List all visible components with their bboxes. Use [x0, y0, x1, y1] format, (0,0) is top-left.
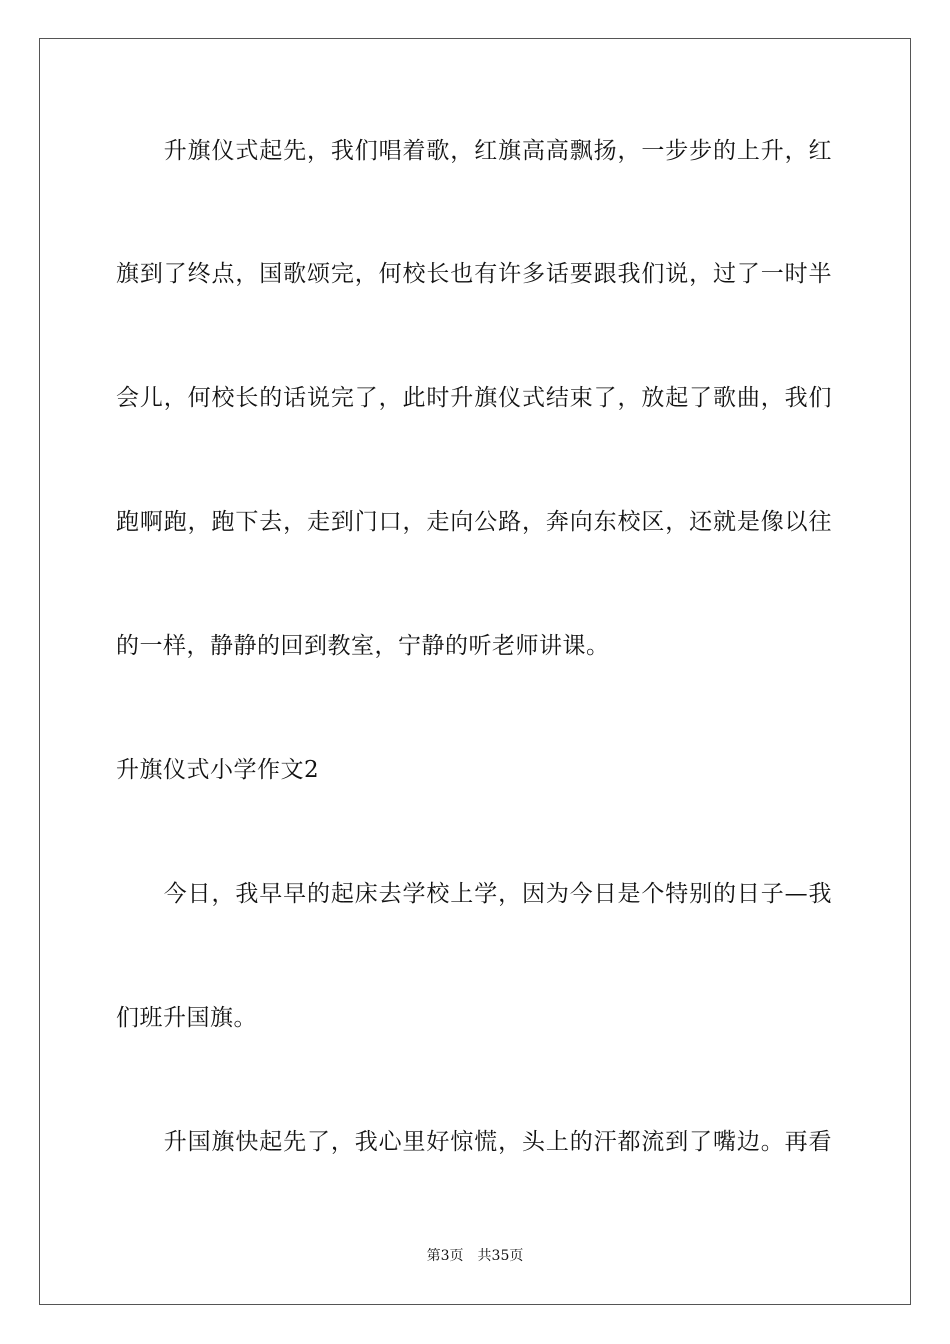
body-line-7: 们班升国旗。 [116, 1005, 257, 1031]
body-line-3: 会儿，何校长的话说完了，此时升旗仪式结束了，放起了歌曲，我们 [116, 385, 832, 411]
page-total: 共35页 [477, 1248, 524, 1264]
body-line-4: 跑啊跑，跑下去，走到门口，走向公路，奔向东校区，还就是像以往 [116, 509, 832, 535]
body-line-1: 升旗仪式起先，我们唱着歌，红旗高高飘扬，一步步的上升，红 [116, 138, 832, 164]
page-number: 第3页 [426, 1248, 464, 1264]
section-heading: 升旗仪式小学作文2 [116, 757, 320, 783]
body-line-8: 升国旗快起先了，我心里好惊慌，头上的汗都流到了嘴边。再看 [116, 1129, 832, 1155]
body-line-2: 旗到了终点，国歌颂完，何校长也有许多话要跟我们说，过了一时半 [116, 261, 832, 287]
page-footer [0, 1246, 950, 1266]
body-line-5: 的一样，静静的回到教室，宁静的听老师讲课。 [116, 633, 610, 659]
body-line-6: 今日，我早早的起床去学校上学，因为今日是个特别的日子—我 [116, 881, 832, 907]
page-border [39, 38, 911, 1305]
